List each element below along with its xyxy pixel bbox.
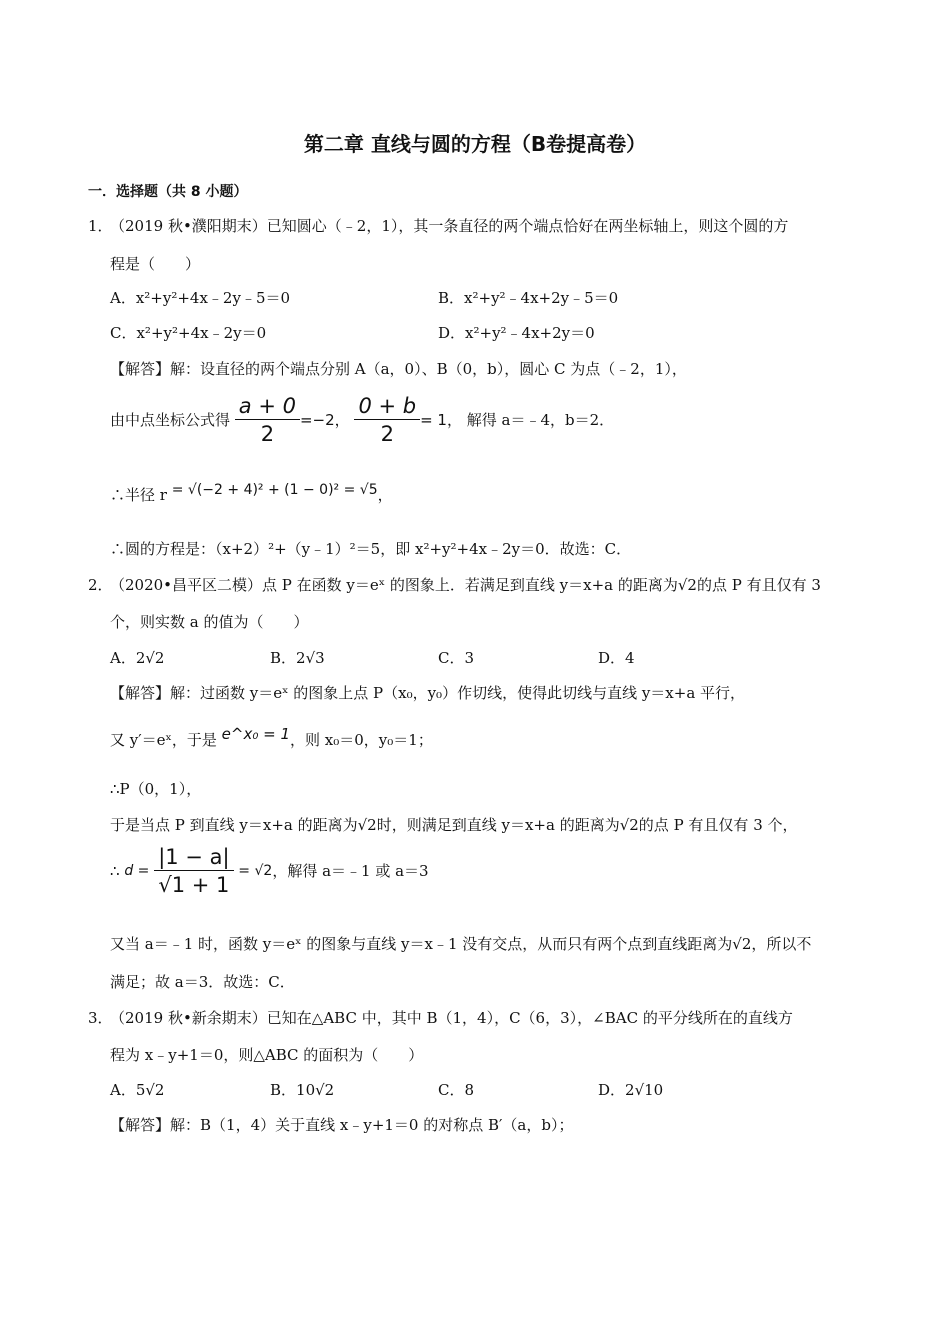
q2-option-c: C．3 — [438, 649, 475, 667]
q1-fraction-1-rhs: =−2， — [299, 411, 350, 429]
q2-distance-rhs: = √2 — [238, 863, 273, 879]
q3-answer-line1: 【解答】解：B（1，4）关于直线 x﹣y+1＝0 的对称点 B′（a，b）； — [110, 1116, 574, 1134]
q2-distance-symbol: d = — [124, 863, 150, 879]
q1-stem-line2: 程是（ ） — [110, 255, 201, 273]
q2-fraction-denominator: √1 + 1 — [154, 870, 233, 899]
q1-fraction-2-numerator: 0 + b — [358, 393, 417, 418]
q1-option-c: C．x²+y²+4x﹣2y＝0 — [110, 324, 267, 342]
q3-stem-line2: 程为 x﹣y+1＝0，则△ABC 的面积为（ ） — [110, 1046, 424, 1064]
q1-answer-line3 — [110, 482, 393, 506]
q1-fraction-1 — [235, 393, 300, 448]
q1-fraction-2-denominator: 2 — [354, 419, 420, 448]
q3-stem-line1: （2019 秋•新余期末）已知在△ABC 中，其中 B（1，4），C（6，3），∠BAC 的平分线所在的直线方 — [110, 1009, 793, 1027]
q2-answer-line2-suffix: ，则 x₀＝0，y₀＝1； — [290, 731, 433, 749]
q1-fraction-1-numerator: a + 0 — [238, 393, 296, 418]
q2-answer-line5-suffix: ，解得 a＝﹣1 或 a＝3 — [272, 862, 429, 880]
q2-answer-line2-prefix: 又 y′＝eˣ，于是 — [110, 731, 217, 749]
q2-option-d: D．4 — [598, 649, 635, 667]
q2-stem-line2: 个，则实数 a 的值为（ ） — [110, 613, 309, 631]
page-title: 第二章 直线与圆的方程（B卷提高卷） — [303, 132, 647, 156]
q2-answer-line5 — [110, 843, 429, 905]
q2-therefore: ∴ — [110, 862, 120, 880]
q1-option-b: B．x²+y²﹣4x+2y﹣5＝0 — [438, 289, 619, 307]
q1-answer-line2-prefix: 由中点坐标公式得 — [110, 411, 231, 429]
q2-fraction-numerator: |1 − a| — [158, 844, 230, 869]
q1-radius-prefix: ∴半径 r — [110, 486, 167, 504]
q2-stem-line1: （2020•昌平区二模）点 P 在函数 y＝eˣ 的图象上．若满足到直线 y＝x+a 的距离为√2的点 P 有且仅有 3 — [110, 576, 821, 594]
q2-answer-line6: 又当 a＝﹣1 时，函数 y＝eˣ 的图象与直线 y＝x﹣1 没有交点，从而只有两个点到直线距离为√2，所以不 — [110, 935, 812, 953]
q1-number: 1． — [88, 217, 113, 235]
q1-stem-line1: （2019 秋•濮阳期末）已知圆心（﹣2，1），其一条直径的两个端点恰好在两坐标轴上，则这个圆的方 — [110, 217, 789, 235]
q3-option-a: A．5√2 — [110, 1081, 165, 1099]
q2-number: 2． — [88, 576, 113, 594]
q1-fraction-1-denominator: 2 — [235, 419, 300, 448]
q1-fraction-2 — [354, 393, 420, 448]
q1-answer-line1: 【解答】解：设直径的两个端点分别 A（a，0）、B（0，b），圆心 C 为点（﹣2，1）， — [110, 360, 687, 378]
q3-option-b: B．10√2 — [270, 1081, 335, 1099]
q2-distance-fraction — [154, 844, 233, 899]
q3-number: 3． — [88, 1009, 113, 1027]
q2-answer-line7: 满足；故 a＝3．故选：C． — [110, 973, 295, 991]
q3-option-d: D．2√10 — [598, 1081, 664, 1099]
section-heading: 一．选择题（共 8 小题） — [88, 184, 248, 200]
q1-option-d: D．x²+y²﹣4x+2y＝0 — [438, 324, 595, 342]
q1-answer-line2-suffix: 解得 a＝﹣4，b＝2． — [466, 411, 615, 429]
q1-option-a: A．x²+y²+4x﹣2y﹣5＝0 — [110, 289, 291, 307]
q2-answer-line1: 【解答】解：过函数 y＝eˣ 的图象上点 P（x₀，y₀）作切线，使得此切线与直线 y＝x+a 平行， — [110, 684, 746, 702]
q1-answer-line2 — [110, 392, 614, 450]
q2-option-a: A．2√2 — [110, 649, 165, 667]
q2-answer-line4: 于是当点 P 到直线 y＝x+a 的距离为√2时，则满足到直线 y＝x+a 的距离为√2的点 P 有且仅有 3 个， — [110, 816, 798, 834]
q2-exp-equation: e^x₀ = 1 — [221, 725, 291, 743]
q2-answer-line2 — [110, 725, 433, 750]
q2-answer-line3: ∴P（0，1）， — [110, 780, 202, 798]
q1-radius-suffix: ， — [377, 486, 393, 504]
q3-option-c: C．8 — [438, 1081, 475, 1099]
q1-radius-formula: = √(−2 + 4)² + (1 − 0)² = √5 — [171, 482, 378, 498]
q1-fraction-2-rhs: = 1， — [420, 411, 462, 429]
q2-option-b: B．2√3 — [270, 649, 325, 667]
q1-answer-line4: ∴圆的方程是：（x+2）²+（y﹣1）²＝5，即 x²+y²+4x﹣2y＝0．故选：C． — [110, 540, 632, 558]
